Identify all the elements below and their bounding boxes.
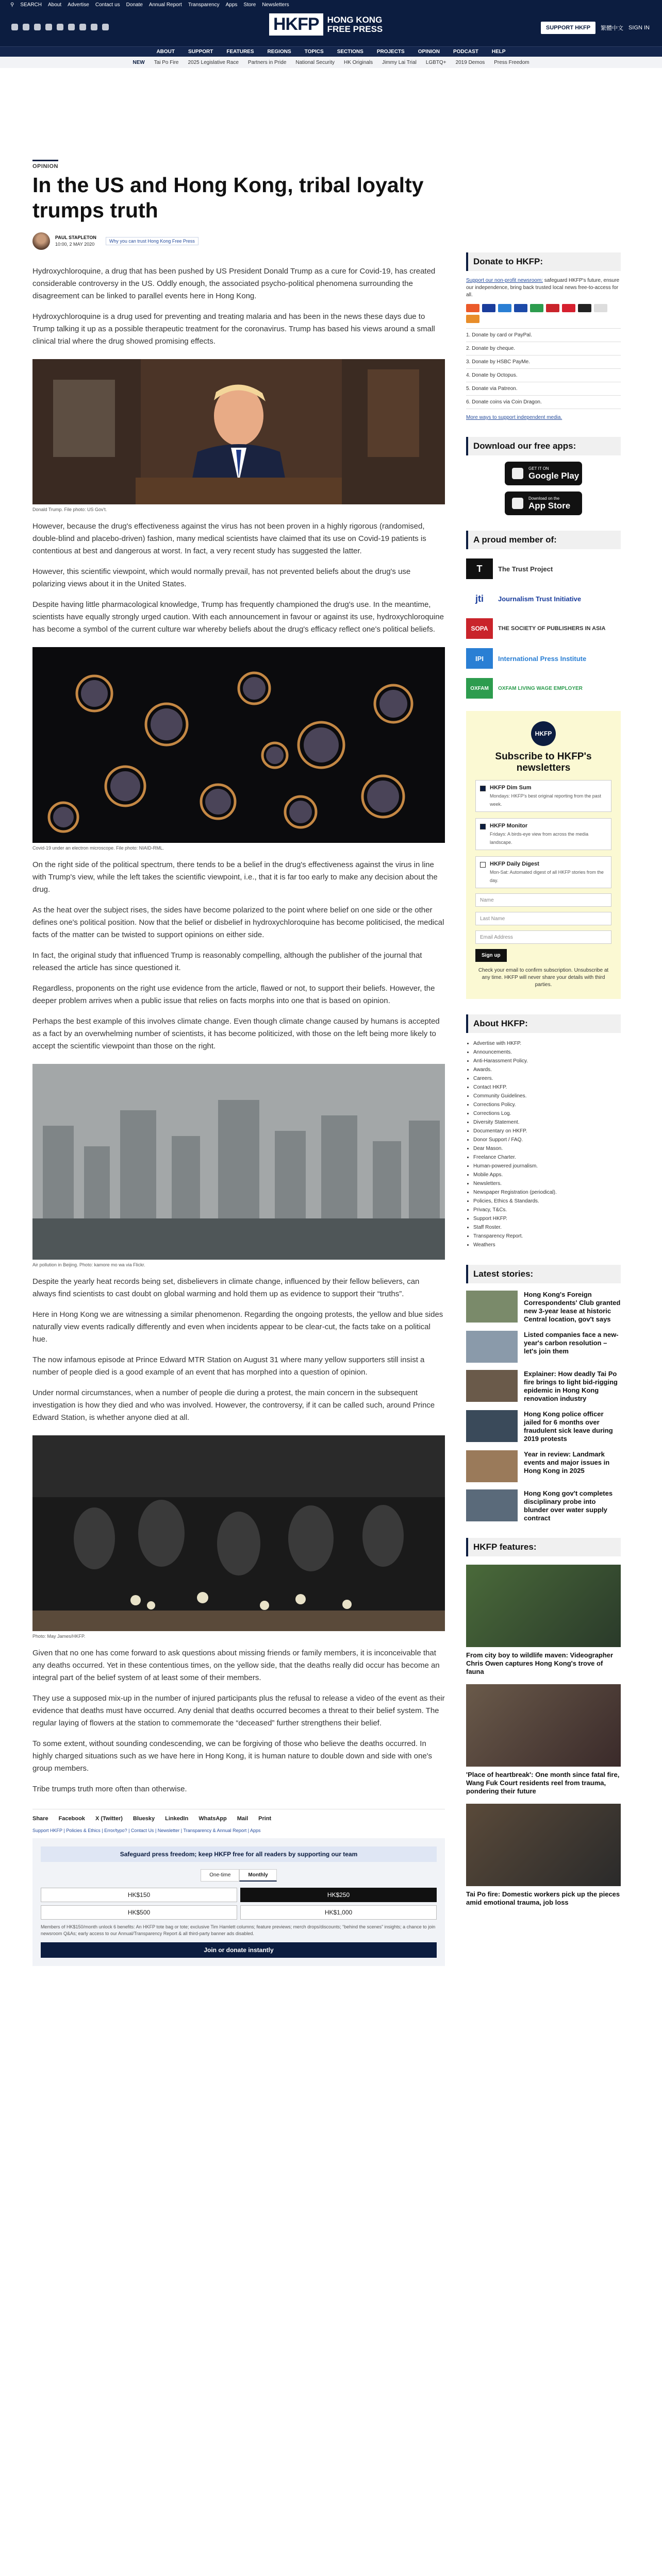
member-sopa[interactable] [466,618,621,639]
paragraph: Perhaps the best example of this involves climate change. Even though climate change caused by humans is accepted as a fact by an overwhelming number of scientists, it has become politicized, with those on the left being more likely to accept the scientific viewpoint than those on the right. [32,1017,440,1050]
photo-caption: Donald Trump. File photo: US Gov't. [32,507,107,512]
about-item[interactable]: • Policies, Ethics & Standards. [473,1197,621,1206]
jcb-icon [530,304,543,312]
trending-link[interactable]: HK Originals [343,59,373,65]
about-item[interactable]: • Advertise with HKFP. [473,1039,621,1048]
payment-method-icons [466,304,621,323]
nav-help[interactable]: HELP [491,49,506,55]
paragraph: However, this scientific viewpoint, which would normally prevail, has not prevented beliefs about the drug's use polarizing views about it in the United States. [32,567,411,588]
trending-link[interactable]: 2019 Demos [455,59,485,65]
latest-story[interactable] [466,1331,621,1363]
newsletter-desc: Mondays: HKFP's best original reporting from the past week. [490,793,601,807]
photo-caption: Covid-19 under an electron microscope. File photo: NIAID-RML. [32,845,164,851]
smog-illustration [32,1064,445,1260]
share-bar [32,1809,445,1822]
about-item[interactable]: • Newspaper Registration (periodical). [473,1188,621,1197]
nav-features[interactable]: FEATURES [226,49,254,55]
nav-about[interactable]: ABOUT [156,49,175,55]
trust-link[interactable]: Why you can trust Hong Kong Free Press [106,237,198,245]
story-thumbnail [466,1331,518,1363]
donate-option[interactable]: 3. Donate by HSBC PayMe. [466,355,621,369]
share-label: Share [32,1816,48,1822]
paragraph: Hydroxychloroquine is a drug used for preventing and treating malaria and has been in the news these days due to Trump talking it up as a possible therapeutic treatment for the coronavirus. Trump has based his views around a small clinical trial where the drug showed promising effects. [32,312,435,346]
site-header [0,9,662,46]
google-play-small: GET IT ON [528,466,549,471]
header-actions [541,22,650,34]
amount-option[interactable]: HK$1,000 [240,1905,437,1920]
nav-projects[interactable]: PROJECTS [376,49,405,55]
photo-caption: Photo: May James/HKFP. [32,1634,86,1639]
paragraph: Here in Hong Kong we are witnessing a similar phenomenon. Regarding the ongoing protests, the yellow and blue sides naturally view events radically differently and even when incidents appear to be clear-cut, the facts take on a political hue. [32,1310,443,1344]
about-list [466,1039,621,1249]
trending-link[interactable]: 2025 Legislative Race [188,59,239,65]
paragraph: The now infamous episode at Prince Edward MTR Station on August 31 where many yellow supporters still insist a number of people died is a good example of an event that has morphed into a question of opinion. [32,1355,425,1377]
share-twitter[interactable]: X (Twitter) [95,1816,123,1822]
latest-story[interactable] [466,1489,621,1522]
nav-sections[interactable]: SECTIONS [337,49,363,55]
last-name-input[interactable]: Last Name [475,912,611,925]
story-title[interactable]: Explainer: How deadly Tai Po fire brings to light bid-rigging epidemic in Hong Kong renovation industry [524,1370,618,1402]
story-thumbnail [466,1291,518,1323]
about-item[interactable]: • Staff Roster. [473,1223,621,1232]
story-title[interactable]: Hong Kong gov't completes disciplinary probe into blunder over water supply contract [524,1489,613,1522]
tab-one-time[interactable]: One-time [201,1869,239,1882]
article-title: In the US and Hong Kong, tribal loyalty trumps truth [32,173,424,222]
paragraph: To some extent, without sounding condescending, we can be forgiving of those who believe the deaths occurred. In highly charged situations such as we have here in Hong Kong, it is human nature to double down and side with one's group members. [32,1739,433,1773]
about-item[interactable]: • Diversity Statement. [473,1118,621,1127]
mail-icon[interactable] [91,24,97,30]
newsletter-note: Check your email to confirm subscription. Unsubscribe at any time. HKFP will never share your details with third parties. [478,968,609,988]
trending-link[interactable]: Jimmy Lai Trial [382,59,417,65]
paragraph: Regardless, proponents on the right use evidence from the article, flawed or not, to support their beliefs. However, the deeper problem arrives when a public issue that relies on facts morphs into one that is based on opinion. [32,984,435,1005]
donate-intro-link[interactable]: Support our non-profit newsroom: [466,278,543,283]
trending-link[interactable]: National Security [295,59,335,65]
ipi-logo: IPI [466,648,493,669]
about-item[interactable]: • Contact HKFP. [473,1083,621,1092]
topbar-link-about[interactable]: About [48,2,62,8]
donate-intro [466,277,621,299]
app-store-small: Download on the [528,496,560,501]
donate-heading: Donate to HKFP: [466,252,621,271]
instagram-icon[interactable] [34,24,41,30]
publish-date: 10:00, 2 MAY 2020 [55,242,95,247]
rss-icon[interactable] [102,24,109,30]
nav-regions[interactable]: REGIONS [267,49,291,55]
prince-edward-photo [32,1435,445,1631]
paragraph: They use a supposed mix-up in the number of injured participants plus the refusal to release a video of the event as their evidence that deaths must have occurred. Any denial that deaths occurred becomes a threat to their belief system. The regular laying of flowers at the station to commemorate the “deceased” further strengthens their belief. [32,1694,445,1727]
latest-story[interactable] [466,1450,621,1482]
member-name: Journalism Trust Initiative [498,595,582,603]
article-body [32,265,445,1795]
donate-option[interactable]: 6. Donate coins via Coin Dragon. [466,396,621,409]
trending-link[interactable]: Partners in Pride [247,59,287,65]
topbar-link-annual-report[interactable]: Annual Report [148,2,182,8]
oxfam-logo: OXFAM [466,678,493,699]
paragraph: Hydroxychloroquine, a drug that has been pushed by US President Donald Trump as a cure for Covid-19, has created considerable controversy in the US. Oddly enough, the associated psycho-political phenomena surrounding the disagreement can be linked to parallel events here in Hong Kong. [32,267,436,300]
newsletter-option[interactable] [475,856,611,888]
sopa-logo: SOPA [466,618,493,639]
top-utility-bar [0,0,662,9]
story-title[interactable]: Year in review: Landmark events and major issues in Hong Kong in 2025 [524,1450,610,1475]
trending-link[interactable]: LGBTQ+ [425,59,446,65]
newsletter-name: HKFP Monitor [490,823,528,829]
feature-image [466,1804,621,1886]
nav-topics[interactable]: TOPICS [304,49,324,55]
amount-option-selected[interactable]: HK$250 [240,1888,437,1902]
amount-option[interactable]: HK$150 [41,1888,237,1902]
story-title[interactable]: Hong Kong's Foreign Correspondents' Club granted new 3-year lease at historic Central location, gov't says [524,1291,621,1323]
feature-story[interactable] [466,1684,621,1795]
about-item[interactable]: • Freelance Charter. [473,1153,621,1162]
feature-title[interactable]: From city boy to wildlife maven: Videographer Chris Owen captures Hong Kong's trove of fauna [466,1651,614,1675]
apps-heading: Download our free apps: [466,437,621,455]
sidebar [466,252,621,1907]
checkbox[interactable] [480,862,486,868]
gpay-icon [594,304,607,312]
member-name: The Trust Project [498,565,553,573]
topbar-link-transparency[interactable]: Transparency [188,2,220,8]
checkbox-checked[interactable] [480,824,486,829]
unionpay-icon [546,304,559,312]
donate-option[interactable]: 2. Donate by cheque. [466,342,621,355]
facebook-icon[interactable] [11,24,18,30]
feature-title[interactable]: 'Place of heartbreak': One month since fatal fire, Wang Fuk Court residents reel from trauma, pondering their future [466,1771,620,1795]
search-icon[interactable]: ⚲ [10,2,14,8]
logo-line-1: HONG KONG [327,14,383,25]
about-item[interactable]: • Documentary on HKFP. [473,1127,621,1136]
search-link[interactable]: SEARCH [20,2,42,8]
more-ways-link[interactable]: More ways to support independent media. [466,415,562,420]
paypal-icon [514,304,527,312]
article-category[interactable]: OPINION [32,160,58,170]
bluesky-icon[interactable] [57,24,63,30]
member-name: International Press Institute [498,654,587,663]
member-trust-project[interactable] [466,558,621,579]
paragraph: Despite having little pharmacological knowledge, Trump has frequently championed the drug's use. In the meantime, scientists have equally strongly urged caution. With each announcement in favour or against its use, hydroxychloroquine has become a symbol of the current culture war whereby beliefs about the drug's efficacy reflect one's political beliefs. [32,600,444,634]
donate-option[interactable]: 4. Donate by Octopus. [466,369,621,382]
donate-widget-heading: Safeguard press freedom; keep HKFP free for all readers by supporting our team [41,1846,437,1862]
story-thumbnail [466,1410,518,1442]
google-play-icon [512,468,523,479]
coronavirus-micrograph [32,647,445,843]
about-item[interactable]: • Weathers [473,1241,621,1249]
story-title[interactable]: Hong Kong police officer jailed for 6 months over fraudulent sick leave during 2019 protests [524,1410,613,1443]
paragraph: Given that no one has come forward to ask questions about missing friends or family members, it is inconceivable that any deaths occurred. Yet in these contentious times, on the yellow side, that the deaths really did occur has become an integral part of the belief system of at least some of their members. [32,1649,440,1682]
about-item[interactable]: • Mobile Apps. [473,1171,621,1179]
paragraph: As the heat over the subject rises, the sides have become polarized to the point where belief on one side or the other defines one's political position. Now that the belief or disbelief in hydroxychloroquine has become politicised, the medical facts of the matter can be twisted to support opinions on either side. [32,906,444,939]
coronavirus-illustration [32,647,445,843]
features-heading: HKFP features: [466,1538,621,1556]
paragraph: However, because the drug's effectiveness against the virus has not been proven in a highly rigorous (randomised, double-blind and placebo-driven) fashion, many medical scientists have claimed that its use on Covid-19 patients is contentious at best and dangerous at worst. In fact, a very recent study has suggested the latter. [32,522,426,555]
topbar-link-donate[interactable]: Donate [126,2,143,8]
about-item[interactable]: • Support HKFP. [473,1214,621,1223]
about-item[interactable]: • Anti-Harassment Policy. [473,1057,621,1065]
amex-icon [498,304,511,312]
member-oxfam[interactable] [466,678,621,699]
donate-benefits-note: Members of HK$150/month unlock 6 benefits: An HKFP tote bag or tote; exclusive Tim Hamlett columns; feature previews; merch drops/discounts; “behind the scenes” insights; a chance to join newsroom Q&As; early access to our Annual/Transparency Report & all third-party banner ads disabled. [41,1924,436,1936]
latest-story[interactable] [466,1410,621,1443]
latest-story[interactable] [466,1291,621,1324]
about-item[interactable]: • Careers. [473,1074,621,1083]
mastercard-icon [466,304,479,312]
article [32,160,445,1966]
about-item[interactable]: • Dear Mason. [473,1144,621,1153]
newsletter-desc: Fridays: A birds-eye view from across the media landscape. [490,832,589,845]
byline [32,232,445,250]
new-badge: NEW [133,59,145,65]
article-footer-links[interactable]: Support HKFP | Policies & Ethics | Error/typo? | Contact Us | Newsletter | Transparency & Annual Report | Apps [32,1828,261,1833]
trending-link[interactable]: Press Freedom [494,59,529,65]
donate-widget [32,1838,445,1966]
topbar-link-apps[interactable]: Apps [225,2,238,8]
youtube-icon[interactable] [68,24,75,30]
about-item[interactable]: • Privacy, T&Cs. [473,1206,621,1214]
about-item[interactable]: • Awards. [473,1065,621,1074]
nav-opinion[interactable]: OPINION [418,49,440,55]
about-item[interactable]: • Newsletters. [473,1179,621,1188]
byline-meta [55,234,96,248]
about-item[interactable]: • Corrections Log. [473,1109,621,1118]
topbar-link-newsletters[interactable]: Newsletters [262,2,289,8]
nav-podcast[interactable]: PODCAST [453,49,478,55]
topbar-link-contact[interactable]: Contact us [95,2,120,8]
feature-image [466,1684,621,1767]
google-play-badge[interactable] [505,462,582,485]
share-facebook[interactable]: Facebook [58,1816,85,1822]
octopus-icon [466,315,479,323]
donate-option[interactable]: 1. Donate by card or PayPal. [466,329,621,342]
paragraph: Tribe trumps truth more often than otherwise. [32,1785,187,1793]
latest-story[interactable] [466,1370,621,1403]
sign-up-button[interactable]: Sign up [475,949,507,962]
donate-intro-text: safeguard HKFP's future, ensure our independence, bring back trusted local news free-to-access for all. [466,278,620,298]
trump-photo [32,359,445,504]
amount-option[interactable]: HK$500 [41,1905,237,1920]
threads-icon[interactable] [45,24,52,30]
photo-caption: Air pollution in Beijing. Photo: kamore mo wa via Flickr. [32,1262,145,1267]
member-heading: A proud member of: [466,531,621,549]
tab-monthly[interactable]: Monthly [239,1869,276,1882]
support-hkfp-button[interactable]: SUPPORT HKFP [541,22,595,34]
newsletter-name: HKFP Dim Sum [490,785,532,791]
author-name[interactable]: PAUL STAPLETON [55,235,96,240]
share-bluesky[interactable]: Bluesky [133,1816,155,1822]
logo-mark: HKFP [269,13,323,36]
newsletter-name: HKFP Daily Digest [490,861,539,867]
newsletter-desc: Mon-Sat: Automated digest of all HKFP stories from the day. [490,870,604,883]
x-twitter-icon[interactable] [23,24,29,30]
linkedin-icon[interactable] [79,24,86,30]
about-item[interactable]: • Announcements. [473,1048,621,1057]
trust-project-logo: T [466,558,493,579]
join-donate-button[interactable]: Join or donate instantly [41,1942,437,1958]
feature-story[interactable] [466,1565,621,1676]
email-input[interactable]: Email Address [475,930,611,944]
nav-support[interactable]: SUPPORT [188,49,213,55]
share-mail[interactable]: Mail [237,1816,249,1822]
newsletter-signup [466,711,621,999]
topbar-link-advertise[interactable]: Advertise [68,2,89,8]
donate-options-list [466,328,621,409]
member-ipi[interactable] [466,648,621,669]
donate-amounts [41,1888,437,1920]
language-link[interactable]: 繁體中文 [601,25,624,31]
trump-photo-illustration [32,359,445,504]
story-thumbnail [466,1370,518,1402]
visa-icon [482,304,495,312]
newsletter-heading: Subscribe to HKFP's newsletters [495,751,592,773]
main-nav [0,46,662,57]
share-print[interactable]: Print [258,1816,272,1822]
newsletter-option[interactable] [475,818,611,850]
newsletter-option[interactable] [475,780,611,812]
about-item[interactable]: • Donor Support / FAQ. [473,1136,621,1144]
paragraph: Despite the yearly heat records being set, disbelievers in climate change, influenced by their fellow believers, can always find scientists to cast doubt on global warming and hold them up as evidence to support their “truths”. [32,1277,420,1298]
about-item[interactable]: • Community Guidelines. [473,1092,621,1100]
feature-image [466,1565,621,1647]
logo-line-2: FREE PRESS [327,24,383,34]
about-item[interactable]: • Human-powered journalism. [473,1162,621,1171]
member-name: THE SOCIETY OF PUBLISHERS IN ASIA [498,625,606,632]
feature-title[interactable]: Tai Po fire: Domestic workers pick up the pieces amid emotional trauma, job loss [466,1890,620,1906]
jti-logo: jti [475,593,484,604]
share-linkedin[interactable]: LinkedIn [165,1816,189,1822]
mourners-illustration [32,1435,445,1631]
checkbox-checked[interactable] [480,786,486,791]
name-input[interactable]: Name [475,893,611,907]
paragraph: On the right side of the political spectrum, there tends to be a belief in the drug's effectiveness against the virus in line with Trump's view, while the left takes the scientific viewpoint, i.e., that it is far too early to make any decision about the drug. [32,860,438,894]
story-title[interactable]: Listed companies face a new-year's carbon resolution – let's join them [524,1331,619,1355]
paragraph: Under normal circumstances, when a number of people die during a protest, the main concern in the subsequent investigation is how they died and who was involved. However, the controversy, if it can be called such, around Prince Edward Station, is whether anyone died at all. [32,1388,435,1422]
app-store-badge[interactable] [505,492,582,515]
member-jti[interactable] [466,588,621,609]
about-item[interactable]: • Corrections Policy. [473,1100,621,1109]
site-logo[interactable] [269,13,383,36]
beijing-smog-photo [32,1064,445,1260]
google-play-label: Google Play [528,470,580,481]
app-store-label: App Store [528,500,571,511]
topbar-link-store[interactable]: Store [243,2,256,8]
donate-option[interactable]: 5. Donate via Patreon. [466,382,621,396]
trending-link[interactable]: Tai Po Fire [154,59,179,65]
newsletter-logo: HKFP [531,721,556,746]
social-icons [11,24,109,30]
logo-text [327,15,383,34]
about-heading: About HKFP: [466,1014,621,1033]
payme-icon [562,304,575,312]
feature-story[interactable] [466,1804,621,1907]
trending-nav [0,57,662,68]
story-thumbnail [466,1450,518,1482]
sign-in-link[interactable]: SIGN IN [628,25,650,31]
apple-icon [512,498,523,509]
paragraph: In fact, the original study that influenced Trump is reasonably compelling, although the publisher of the journal that released the article has since questioned it. [32,951,422,972]
author-avatar [32,232,50,250]
applepay-icon [578,304,591,312]
share-whatsapp[interactable]: WhatsApp [198,1816,227,1822]
about-item[interactable]: • Transparency Report. [473,1232,621,1241]
donate-frequency-tabs [41,1869,437,1882]
story-thumbnail [466,1489,518,1521]
member-name: OXFAM LIVING WAGE EMPLOYER [498,685,583,691]
latest-heading: Latest stories: [466,1265,621,1283]
